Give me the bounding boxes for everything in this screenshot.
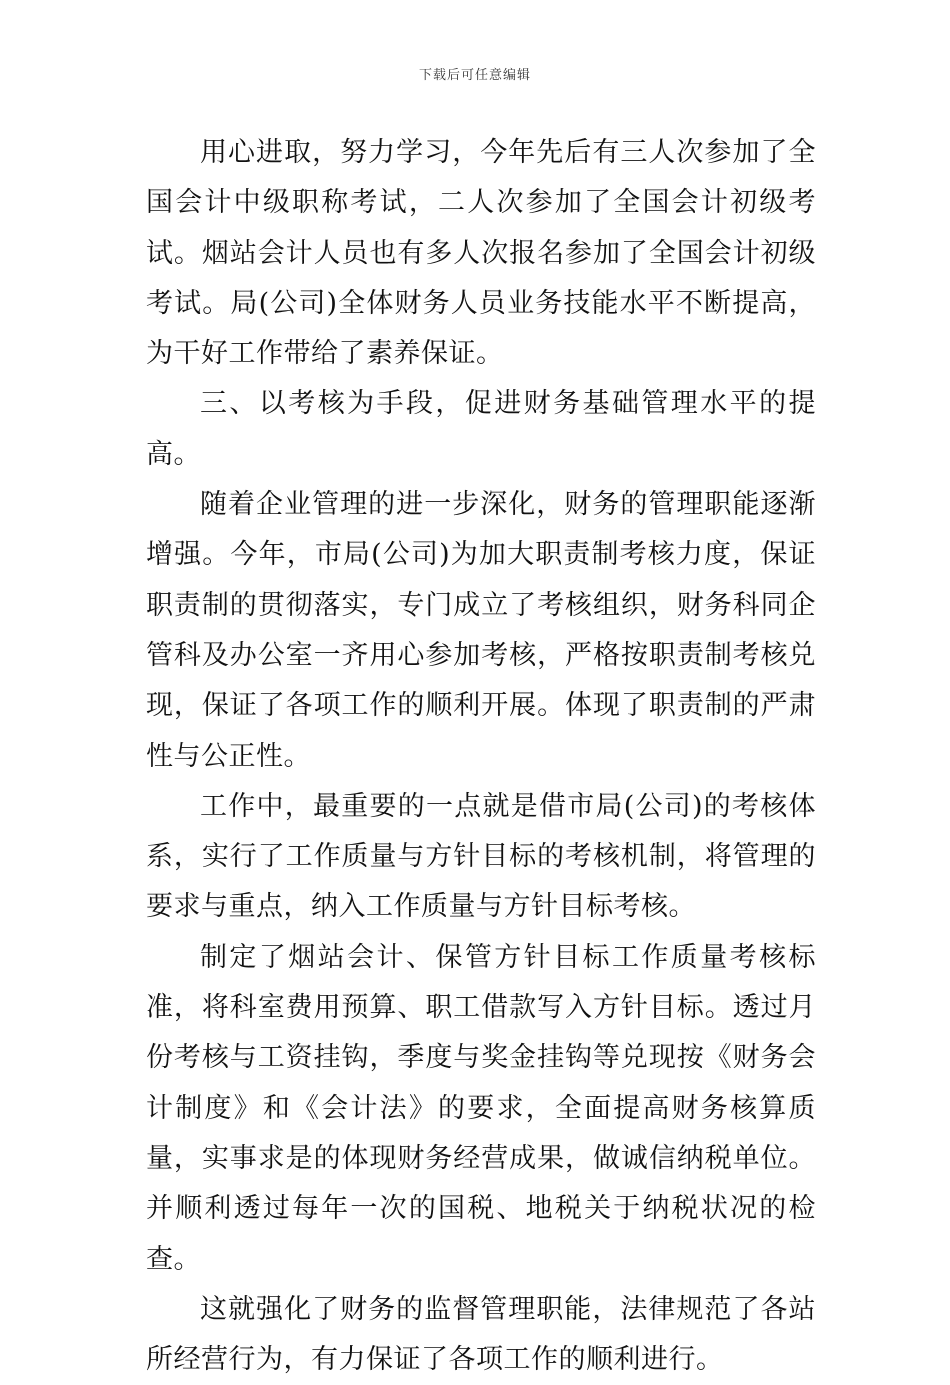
paragraph-responsibility-system: 随着企业管理的进一步深化，财务的管理职能逐渐增强。今年，市局(公司)为加大职责制考核力度，保证职责制的贯彻落实，专门成立了考核组织，财务科同企管科及办公室一齐用心参加考核，严格按职责制考核兑现，保证了各项工作的顺利开展。体现了职责制的严肃性与公正性。 xyxy=(146,489,816,772)
paragraph-supervision: 这就强化了财务的监督管理职能，法律规范了各站所经营行为，有力保证了各项工作的顺利进行。 xyxy=(146,1293,816,1376)
paragraph-study: 用心进取，努力学习，今年先后有三人次参加了全国会计中级职称考试，二人次参加了全国会计初级考试。烟站会计人员也有多人次报名参加了全国会计初级考试。局(公司)全体财务人员业务技能水平不断提高，为干好工作带给了素养保证。 xyxy=(146,137,816,370)
page-header-note: 下载后可任意编辑 xyxy=(418,68,531,83)
document-body xyxy=(146,128,816,1385)
section-heading-assessment: 三、以考核为手段，促进财务基础管理水平的提高。 xyxy=(146,388,816,470)
paragraph-quality-standards: 制定了烟站会计、保管方针目标工作质量考核标准，将科室费用预算、职工借款写入方针目标。透过月份考核与工资挂钩，季度与奖金挂钩等兑现按《财务会计制度》和《会计法》的要求，全面提高财务核算质量，实事求是的体现财务经营成果，做诚信纳税单位。并顺利透过每年一次的国税、地税关于纳税状况的检查。 xyxy=(146,941,816,1275)
paragraph-assessment-mechanism: 工作中，最重要的一点就是借市局(公司)的考核体系，实行了工作质量与方针目标的考核机制，将管理的要求与重点，纳入工作质量与方针目标考核。 xyxy=(146,790,816,923)
